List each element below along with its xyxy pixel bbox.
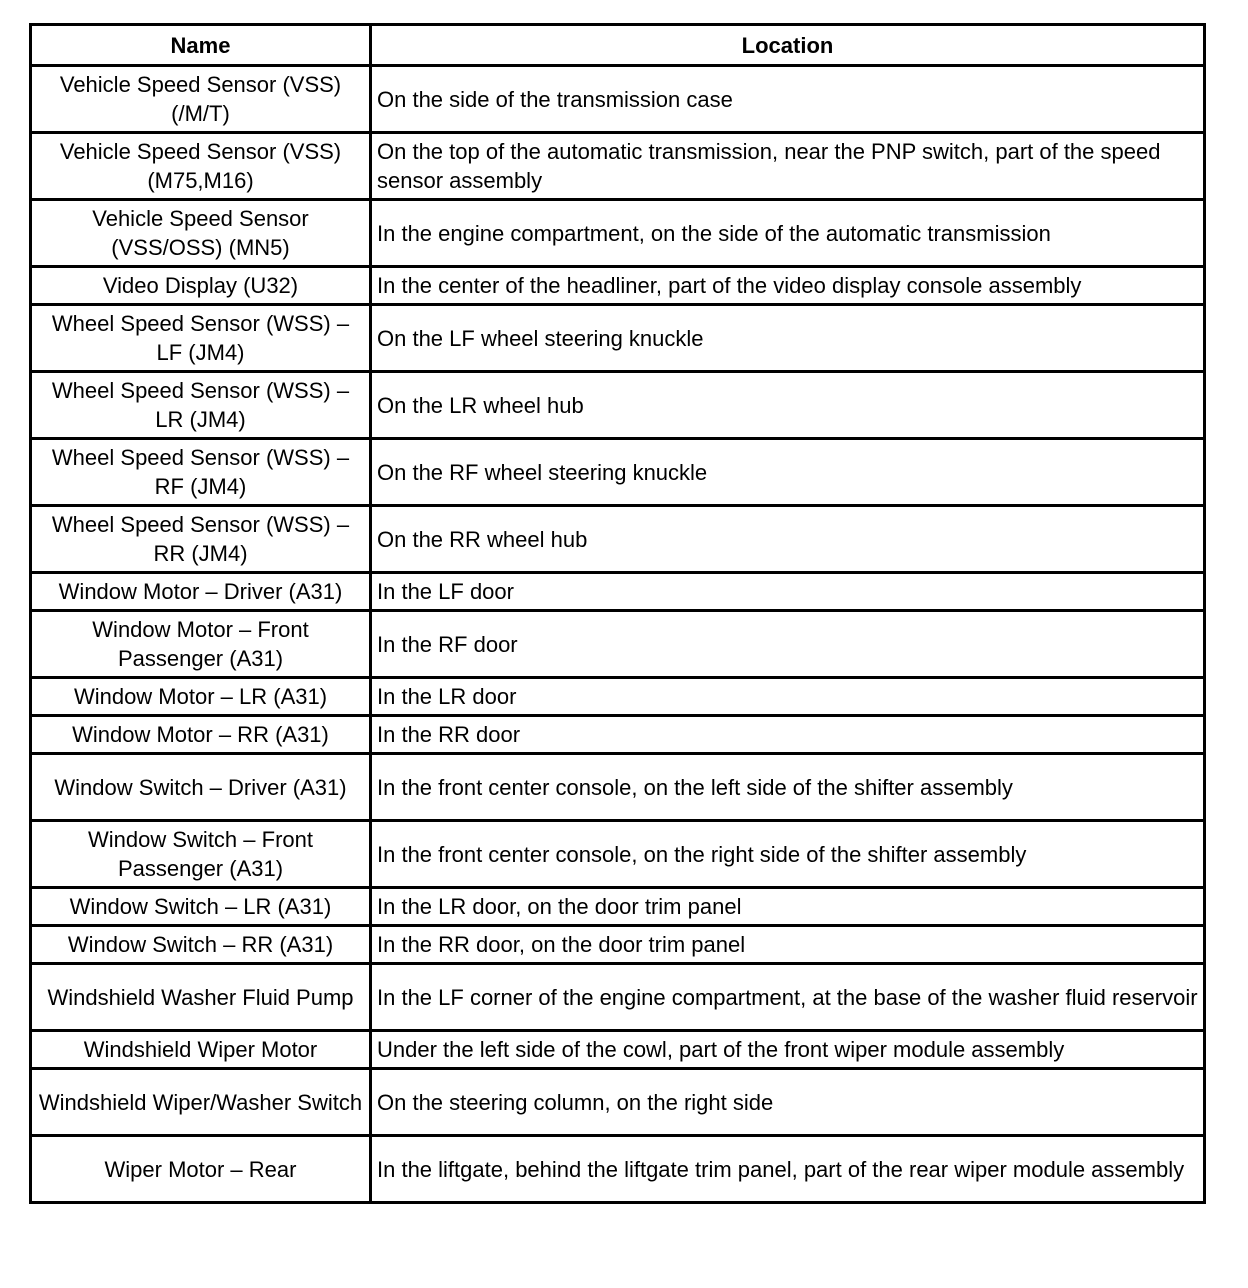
name-column-header: Name [31, 25, 371, 66]
table-header-row [31, 25, 1205, 66]
table-row [31, 506, 1205, 573]
table-row [31, 439, 1205, 506]
component-name-cell: Window Switch – RR (A31) [31, 926, 371, 964]
component-name-cell: Video Display (U32) [31, 267, 371, 305]
table-body [31, 66, 1205, 1203]
table-row [31, 372, 1205, 439]
component-location-cell: In the front center console, on the right side of the shifter assembly [371, 821, 1205, 888]
component-name-cell: Window Motor – RR (A31) [31, 716, 371, 754]
component-name-cell: Window Motor – Front Passenger (A31) [31, 611, 371, 678]
component-location-cell: On the LF wheel steering knuckle [371, 305, 1205, 372]
component-location-cell: In the RR door [371, 716, 1205, 754]
component-location-table [29, 23, 1206, 1204]
component-name-cell: Windshield Wiper/Washer Switch [31, 1069, 371, 1136]
table-row [31, 305, 1205, 372]
table-row [31, 821, 1205, 888]
component-name-cell: Wheel Speed Sensor (WSS) – RF (JM4) [31, 439, 371, 506]
component-location-cell: Under the left side of the cowl, part of the front wiper module assembly [371, 1031, 1205, 1069]
component-location-cell: On the top of the automatic transmission, near the PNP switch, part of the speed sensor assembly [371, 133, 1205, 200]
component-name-cell: Window Motor – Driver (A31) [31, 573, 371, 611]
component-location-cell: In the LF door [371, 573, 1205, 611]
component-name-cell: Wheel Speed Sensor (WSS) – LF (JM4) [31, 305, 371, 372]
component-name-cell: Window Motor – LR (A31) [31, 678, 371, 716]
component-location-cell: On the side of the transmission case [371, 66, 1205, 133]
component-location-cell: On the RF wheel steering knuckle [371, 439, 1205, 506]
component-location-cell: In the engine compartment, on the side of the automatic transmission [371, 200, 1205, 267]
component-location-cell: In the LF corner of the engine compartment, at the base of the washer fluid reservoir [371, 964, 1205, 1031]
component-name-cell: Wiper Motor – Rear [31, 1136, 371, 1203]
component-location-cell: In the RR door, on the door trim panel [371, 926, 1205, 964]
table-row [31, 133, 1205, 200]
table-row [31, 1136, 1205, 1203]
component-location-cell: In the RF door [371, 611, 1205, 678]
table-row [31, 926, 1205, 964]
component-name-cell: Window Switch – LR (A31) [31, 888, 371, 926]
table-row [31, 573, 1205, 611]
component-location-cell: On the LR wheel hub [371, 372, 1205, 439]
component-location-cell: In the liftgate, behind the liftgate trim panel, part of the rear wiper module assembly [371, 1136, 1205, 1203]
component-location-cell: In the front center console, on the left side of the shifter assembly [371, 754, 1205, 821]
table-row [31, 267, 1205, 305]
component-location-cell: In the LR door [371, 678, 1205, 716]
component-location-cell: In the center of the headliner, part of the video display console assembly [371, 267, 1205, 305]
table-row [31, 716, 1205, 754]
table-row [31, 1069, 1205, 1136]
component-name-cell: Window Switch – Driver (A31) [31, 754, 371, 821]
component-location-cell: On the steering column, on the right side [371, 1069, 1205, 1136]
table-row [31, 888, 1205, 926]
component-name-cell: Vehicle Speed Sensor (VSS) (/M/T) [31, 66, 371, 133]
component-name-cell: Window Switch – Front Passenger (A31) [31, 821, 371, 888]
table-row [31, 754, 1205, 821]
component-name-cell: Vehicle Speed Sensor (VSS) (M75,M16) [31, 133, 371, 200]
table-row [31, 964, 1205, 1031]
component-name-cell: Windshield Wiper Motor [31, 1031, 371, 1069]
component-name-cell: Vehicle Speed Sensor (VSS/OSS) (MN5) [31, 200, 371, 267]
component-name-cell: Wheel Speed Sensor (WSS) – LR (JM4) [31, 372, 371, 439]
table-row [31, 1031, 1205, 1069]
table-row [31, 678, 1205, 716]
component-name-cell: Wheel Speed Sensor (WSS) – RR (JM4) [31, 506, 371, 573]
table-row [31, 66, 1205, 133]
location-column-header: Location [371, 25, 1205, 66]
table-row [31, 611, 1205, 678]
component-location-cell: In the LR door, on the door trim panel [371, 888, 1205, 926]
component-name-cell: Windshield Washer Fluid Pump [31, 964, 371, 1031]
table-row [31, 200, 1205, 267]
component-location-cell: On the RR wheel hub [371, 506, 1205, 573]
